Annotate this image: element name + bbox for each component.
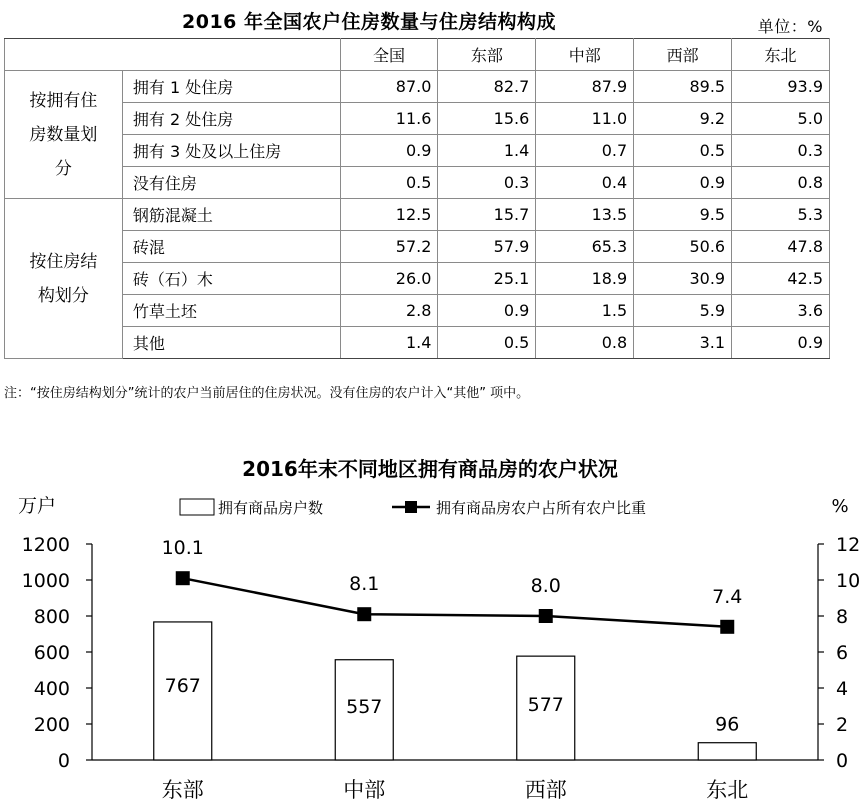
header-blank-cell [5,39,341,71]
legend-bar-swatch [180,499,214,515]
table-note: 注：“按住房结构划分”统计的农户当前居住的住房状况。没有住房的农户计入“其他” 项中。 [4,386,530,401]
table-title: 2016 年全国农户住房数量与住房结构构成 [182,11,556,33]
legend-bar-label: 拥有商品房户数 [218,499,324,517]
line-point-东部 [176,571,190,585]
table-cell: 1.4 [340,327,438,359]
x-tick-label: 东部 [161,778,204,802]
table-cell: 0.3 [438,167,536,199]
table-cell: 0.5 [438,327,536,359]
table-row [5,231,830,263]
bar-value-label: 767 [164,675,201,698]
table-cell: 30.9 [634,263,732,295]
line-value-label: 7.4 [712,585,743,608]
table-cell: 0.8 [732,167,830,199]
table-cell: 1.4 [438,135,536,167]
table-cell: 15.7 [438,199,536,231]
line-point-东北 [720,620,734,634]
left-tick-label: 1000 [21,570,70,592]
column-header: 中部 [536,39,634,71]
table-cell: 50.6 [634,231,732,263]
table-header-row [5,39,830,71]
table-cell: 3.6 [732,295,830,327]
table-cell: 26.0 [340,263,438,295]
column-header: 东北 [732,39,830,71]
line-point-西部 [539,609,553,623]
column-header: 全国 [340,39,438,71]
left-tick-label: 800 [33,606,70,628]
table-cell: 93.9 [732,71,830,103]
bar-value-label: 96 [715,713,740,736]
x-tick-label: 东北 [706,778,749,802]
table-row [5,103,830,135]
table-cell: 65.3 [536,231,634,263]
table-cell: 9.2 [634,103,732,135]
group-label: 按住房结构划分 [5,199,123,359]
table-cell: 13.5 [536,199,634,231]
right-tick-label: 8 [836,606,849,628]
row-label: 拥有 1 处住房 [122,71,340,103]
table-row [5,71,830,103]
left-tick-label: 400 [33,678,70,700]
table-cell: 42.5 [732,263,830,295]
row-label: 拥有 2 处住房 [122,103,340,135]
row-label: 其他 [122,327,340,359]
left-tick-label: 200 [33,714,70,736]
housing-table [4,38,830,359]
group-label: 按拥有住房数量划分 [5,71,123,199]
table-cell: 0.9 [634,167,732,199]
table-cell: 57.9 [438,231,536,263]
table-cell: 1.5 [536,295,634,327]
table-cell: 18.9 [536,263,634,295]
table-row [5,263,830,295]
table-cell: 0.9 [340,135,438,167]
table-cell: 2.8 [340,295,438,327]
left-tick-label: 1200 [21,534,70,556]
table-cell: 5.9 [634,295,732,327]
column-header: 西部 [634,39,732,71]
table-cell: 0.3 [732,135,830,167]
bar-value-label: 557 [346,695,383,718]
chart-title: 2016年末不同地区拥有商品房的农户状况 [242,457,618,481]
table-row [5,295,830,327]
line-point-中部 [357,607,371,621]
left-axis-unit: 万户 [18,495,57,517]
bar-value-label: 577 [527,693,564,716]
table-cell: 0.5 [634,135,732,167]
table-cell: 87.9 [536,71,634,103]
chart [0,440,861,811]
table-cell: 5.3 [732,199,830,231]
table-cell: 12.5 [340,199,438,231]
row-label: 砖混 [122,231,340,263]
table-cell: 9.5 [634,199,732,231]
table-cell: 87.0 [340,71,438,103]
line-value-label: 8.1 [349,573,380,596]
table-cell: 11.0 [536,103,634,135]
right-tick-label: 6 [836,642,849,664]
x-tick-label: 中部 [343,778,386,802]
left-tick-label: 0 [57,750,70,772]
table-cell: 11.6 [340,103,438,135]
table-cell: 0.5 [340,167,438,199]
right-axis-unit: % [831,496,849,517]
table-row [5,135,830,167]
right-tick-label: 0 [836,750,849,772]
line-series-path [183,578,728,627]
table-cell: 0.9 [732,327,830,359]
right-tick-label: 2 [836,714,849,736]
table-cell: 57.2 [340,231,438,263]
x-tick-label: 西部 [524,778,567,802]
table-row [5,167,830,199]
table-cell: 47.8 [732,231,830,263]
table-cell: 82.7 [438,71,536,103]
legend-line-label: 拥有商品房农户占所有农户比重 [436,499,647,517]
left-tick-label: 600 [33,642,70,664]
line-value-label: 10.1 [161,537,204,560]
table-cell: 25.1 [438,263,536,295]
legend-line-marker [405,501,417,513]
table-cell: 3.1 [634,327,732,359]
table-row [5,327,830,359]
table-cell: 0.4 [536,167,634,199]
right-tick-label: 4 [836,678,849,700]
table-unit: 单位：% [757,17,823,36]
row-label: 没有住房 [122,167,340,199]
table-title-bar [0,4,861,36]
table-row [5,199,830,231]
table-cell: 0.9 [438,295,536,327]
right-tick-label: 10 [836,570,861,592]
row-label: 钢筋混凝土 [122,199,340,231]
row-label: 竹草土坯 [122,295,340,327]
column-header: 东部 [438,39,536,71]
row-label: 拥有 3 处及以上住房 [122,135,340,167]
table-cell: 5.0 [732,103,830,135]
table-cell: 15.6 [438,103,536,135]
table-cell: 0.8 [536,327,634,359]
right-tick-label: 12 [836,534,861,556]
row-label: 砖（石）木 [122,263,340,295]
table-cell: 0.7 [536,135,634,167]
line-value-label: 8.0 [530,575,561,597]
bar-东北 [698,743,756,760]
table-cell: 89.5 [634,71,732,103]
